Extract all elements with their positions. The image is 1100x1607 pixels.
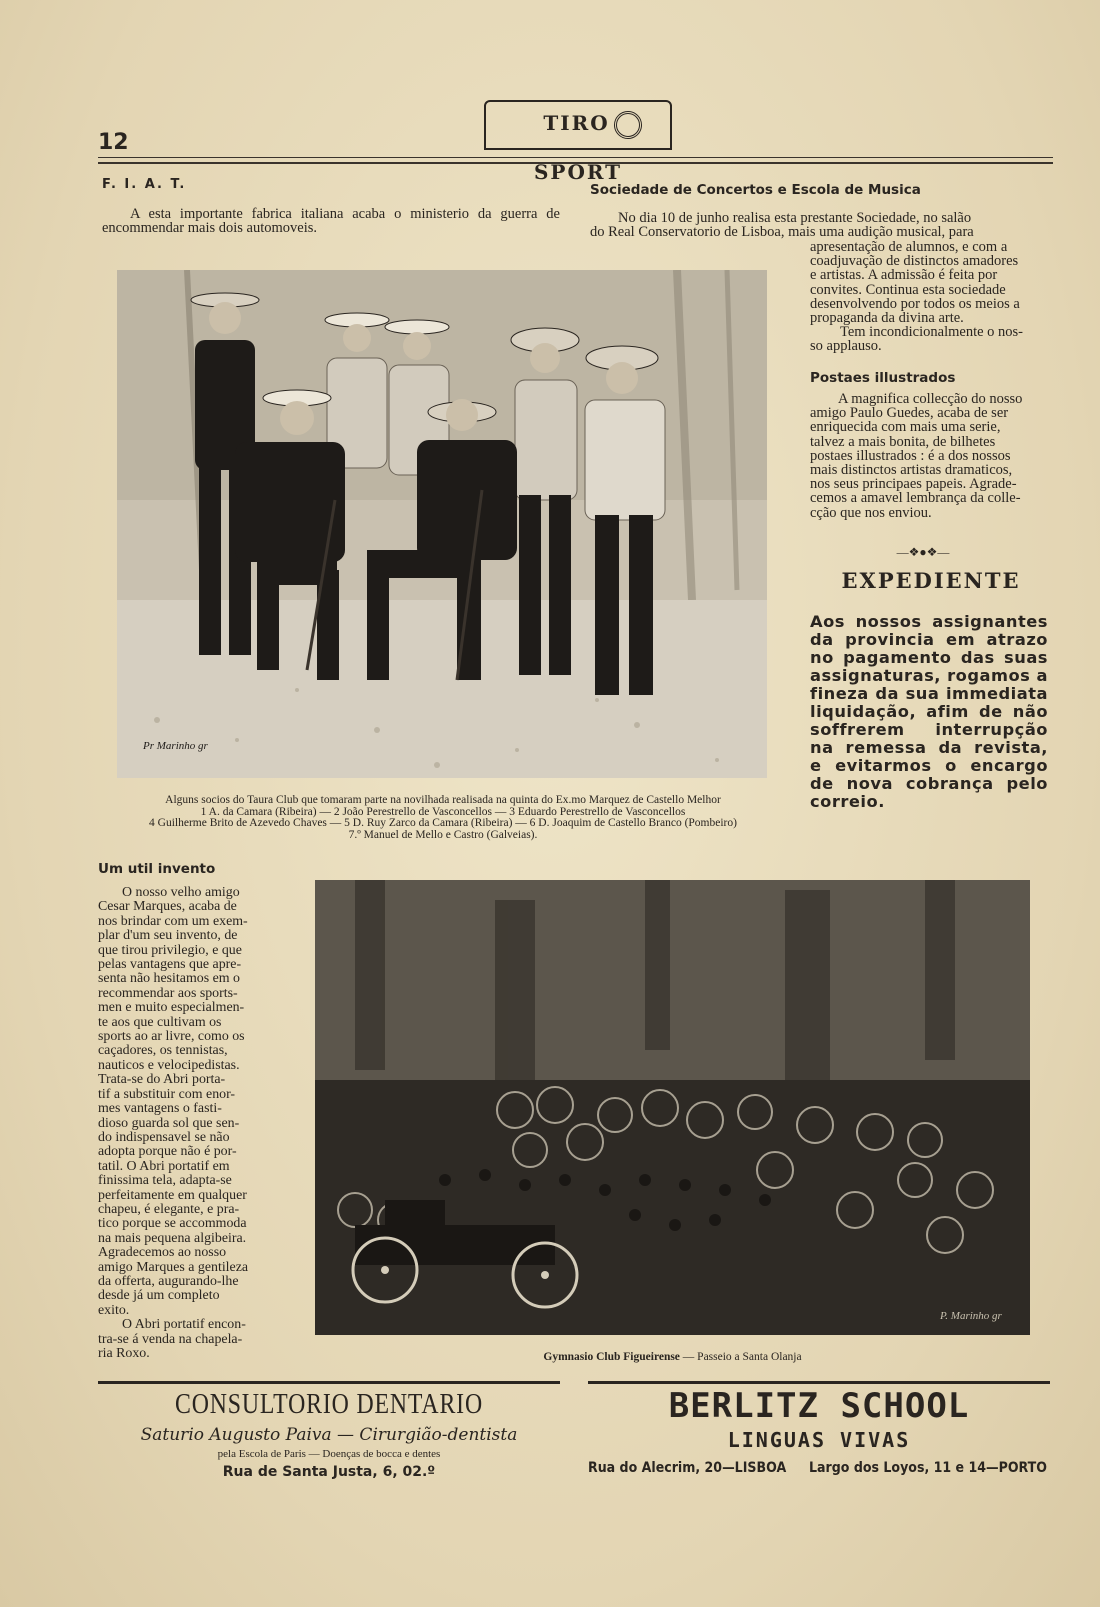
postaes-line: amigo Paulo Guedes, acaba de ser (810, 405, 1009, 422)
taura-photo-signature: Pr Marinho gr (143, 740, 208, 752)
sociedade-line: convites. Continua esta sociedade (810, 281, 1006, 298)
invento-line: tatil. O Abri portatif em (98, 1158, 230, 1174)
postaes-line: cção que nos enviou. (810, 504, 932, 521)
ad-consultorio-dentario (98, 1389, 560, 1480)
postaes-line: talvez a mais bonita, de bilhetes (810, 433, 996, 450)
invento-line: caçadores, os tennistas, (98, 1043, 228, 1059)
invento-line: men e muito especialmen- (98, 1000, 245, 1016)
postaes-line: cemos a amavel lembrança da colle- (810, 490, 1021, 507)
invento-line: nauticos e velocipedistas. (98, 1057, 240, 1073)
invento-line: nos brindar com um exem- (98, 913, 248, 929)
sociedade-text-narrow (810, 240, 1050, 354)
ad-berlitz-sub: LINGUAS VIVAS (727, 1428, 911, 1452)
postaes-line: mais distinctos artistas dramaticos, (810, 462, 1013, 479)
invento-line: plar d'um seu invento, de (98, 928, 238, 944)
sociedade-text-full (590, 211, 1050, 239)
invento-line: que tirou privilegio, e que (98, 942, 242, 958)
fiat-text: A esta importante fabrica italiana acaba o ministerio da guerra de encommendar mais dois automoveis. (102, 206, 560, 237)
invento-line: pelas vantagens que apre- (98, 957, 242, 973)
sociedade-line: so applauso. (810, 338, 882, 355)
invento-line: tra-se á venda na chapela- (98, 1331, 243, 1347)
target-icon (614, 111, 642, 139)
invento-line: Agradecemos ao nosso (98, 1245, 227, 1261)
ornament-divider: —❖●❖— (896, 545, 950, 559)
invento-line: perfeitamente em qualquer (98, 1187, 247, 1203)
invento-line: Cesar Marques, acaba de (98, 899, 237, 915)
ad-dentario-rule (98, 1381, 560, 1384)
sociedade-line: do Real Conservatorio de Lisboa, mais uma audição musical, para (590, 224, 974, 241)
taura-club-photo-art (117, 270, 767, 778)
masthead-sport: SPORT (533, 160, 623, 184)
invento-line: finissima tela, adapta-se (98, 1173, 232, 1189)
postaes-line: nos seus principaes papeis. Agrade- (810, 476, 1017, 493)
fiat-title: F. I. A. T. (102, 177, 187, 192)
postaes-line: postaes illustrados : é a dos nossos (810, 447, 1011, 464)
taura-club-caption (108, 795, 778, 841)
ad-berlitz-rule (588, 1381, 1050, 1384)
invento-line: O nosso velho amigo (122, 885, 240, 900)
sociedade-line: Tem incondicionalmente o nos- (840, 324, 1024, 341)
caption-line: 4 Guilherme Brito de Azevedo Chaves — 5 D. Ruy Zarco da Camara (Ribeira) — 6 D. Joaquim de Castello Branco (Pombeiro) (149, 817, 737, 829)
expediente-title: EXPEDIENTE (841, 568, 1021, 593)
gymnasio-caption (315, 1352, 1030, 1364)
page-number: 12 (98, 130, 129, 155)
gymnasio-caption-rest: — Passeio a Santa Olanja (679, 1351, 802, 1363)
ad-berlitz-school (588, 1386, 1050, 1476)
gymnasio-club-photo-art (315, 880, 1030, 1335)
postaes-line: enriquecida com mais uma serie, (810, 419, 1001, 436)
header-rule (98, 157, 1053, 158)
ad-berlitz-addresses (588, 1460, 1047, 1476)
invento-line: O Abri portatif encon- (122, 1317, 246, 1333)
invento-text (98, 886, 272, 1361)
header-rule-thick (98, 162, 1053, 164)
gymnasio-club-photo (315, 880, 1030, 1335)
sociedade-line: coadjuvação de distinctos amadores (810, 253, 1019, 270)
invento-line: Trata-se do Abri porta- (98, 1072, 226, 1088)
invento-line: amigo Marques a gentileza (98, 1259, 249, 1275)
caption-line: 7.º Manuel de Mello e Castro (Galveias). (348, 828, 538, 841)
postaes-line: A magnifica collecção do nosso (838, 391, 1023, 407)
masthead-logo (484, 100, 672, 184)
ad-berlitz-address-porto: Largo dos Loyos, 11 e 14—PORTO (809, 1460, 1047, 1476)
sociedade-line: propaganda da divina arte. (810, 310, 964, 327)
invento-line: da offerta, augurando-lhe (98, 1273, 239, 1289)
taura-club-photo (117, 270, 767, 778)
invento-line: tif a substituir com enor- (98, 1086, 236, 1102)
sociedade-line: No dia 10 de junho realisa esta prestante Sociedade, no salão (618, 210, 972, 226)
invento-line: recommendar aos sports- (98, 985, 238, 1001)
invento-line: do indispensavel se não (98, 1129, 230, 1145)
expediente-text: Aos nossos assignantes da provincia em atrazo no pagamento das suas assignaturas, rogamos a fineza da sua immediata liquidação, afim de não soffrerem interrupção na remessa da revista, e evitarmos o encargo de nova cobrança pelo correio. (810, 612, 1048, 811)
ad-dentario-name: Saturio Augusto Paiva — Cirurgião-dentista (140, 1425, 518, 1445)
invento-title: Um util invento (98, 861, 216, 877)
ad-dentario-address: Rua de Santa Justa, 6, 02.º (222, 1464, 436, 1480)
invento-line: ria Roxo. (98, 1346, 150, 1361)
caption-line: 1 A. da Camara (Ribeira) — 2 João Perestrello de Vasconcellos — 3 Eduardo Perestrello de Vasconcellos (200, 805, 686, 818)
invento-line: sports ao ar livre, como os (98, 1029, 245, 1045)
invento-line: te aos que cultivam os (98, 1014, 222, 1030)
ad-berlitz-title: BERLITZ SCHOOL (668, 1386, 970, 1426)
postaes-text (810, 392, 1050, 520)
invento-line: tico porque se accommoda (98, 1216, 247, 1232)
sociedade-title: Sociedade de Concertos e Escola de Musica (590, 182, 921, 198)
invento-line: desde já um completo (98, 1288, 220, 1304)
invento-line: mes vantagens o fasti- (98, 1101, 222, 1117)
ad-dentario-sub: pela Escola de Paris — Doenças de bocca e dentes (217, 1448, 441, 1460)
ad-berlitz-address-lisboa: Rua do Alecrim, 20—LISBOA (588, 1460, 787, 1476)
caption-line: Alguns socios do Taura Club que tomaram parte na novilhada realisada na quinta do Ex.mo Marquez de Castello Melhor (165, 794, 721, 806)
invento-line: chapeu, é elegante, e pra- (98, 1201, 240, 1217)
invento-line: na mais pequena algibeira. (98, 1230, 247, 1246)
invento-line: dioso guarda sol que sen- (98, 1115, 240, 1131)
invento-line: senta não hesitamos em o (98, 971, 240, 987)
postaes-title: Postaes illustrados (810, 370, 956, 386)
masthead-tiro: TIRO (543, 111, 610, 135)
sociedade-line: e artistas. A admissão é feita por (810, 267, 998, 284)
gymnasio-photo-signature: P. Marinho gr (940, 1310, 1002, 1322)
gymnasio-caption-club: Gymnasio Club Figueirense (543, 1351, 680, 1363)
invento-line: adopta porque não é por- (98, 1144, 237, 1160)
sociedade-line: desenvolvendo por todos os meios a (810, 295, 1020, 312)
sociedade-line: apresentação de alumnos, e com a (810, 239, 1008, 255)
ad-dentario-title: CONSULTORIO DENTARIO (175, 1389, 483, 1420)
invento-line: exito. (98, 1302, 130, 1318)
